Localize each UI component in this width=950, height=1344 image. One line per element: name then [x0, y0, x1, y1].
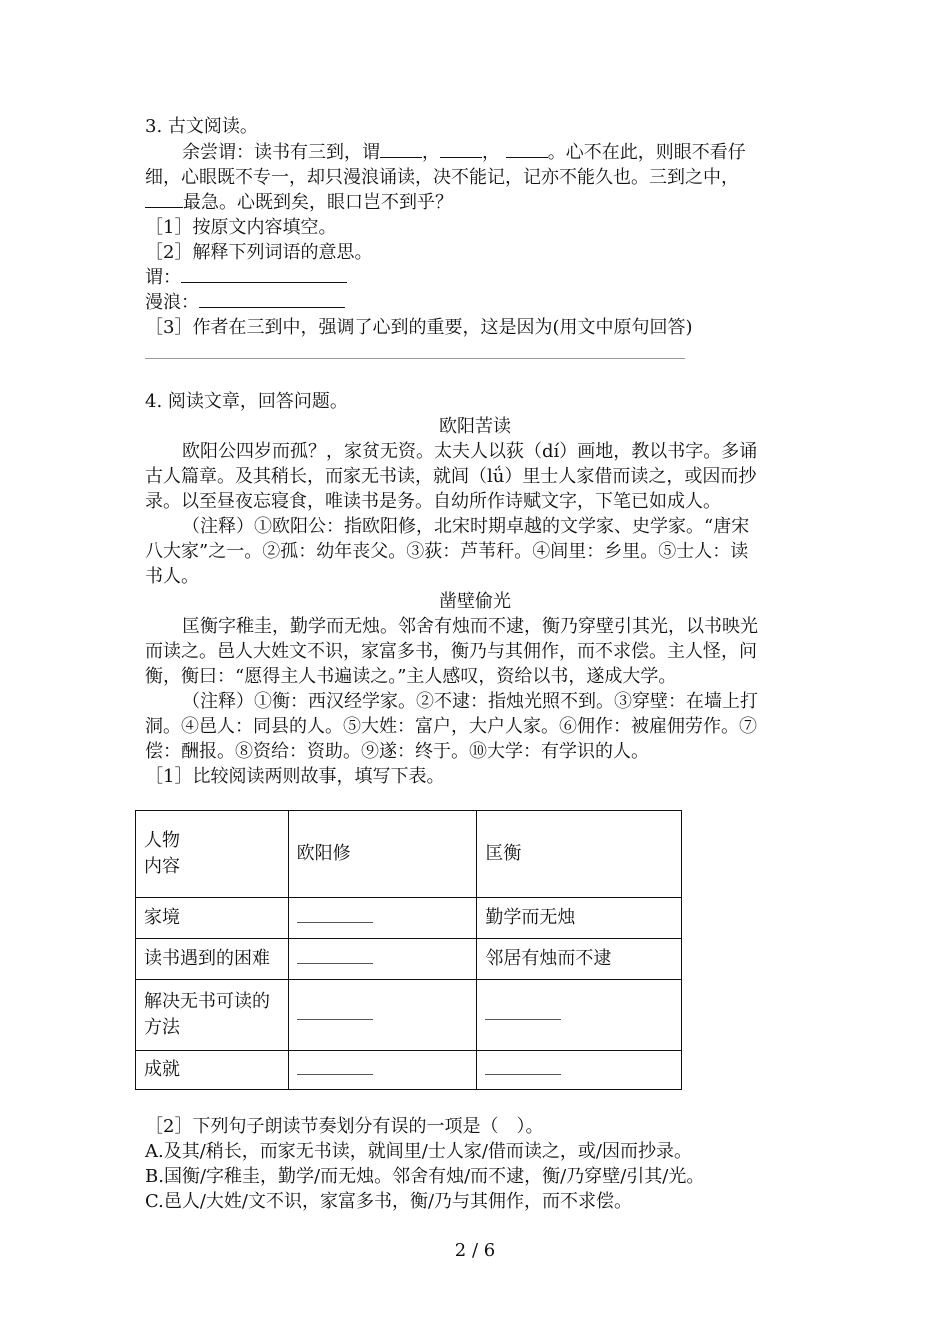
- passage-text: 。心不在此，则眼不看仔: [547, 142, 746, 163]
- option-b[interactable]: B.国衡/字稚圭，勤学/而无烛。邻舍有烛/而不逮，衡/乃穿壁/引其/光。: [145, 1166, 705, 1187]
- q4-sub-2: ［2］下列句子朗读节奏划分有误的一项是（ ）。: [145, 1116, 544, 1137]
- table-row: [136, 980, 682, 1051]
- row-label: [136, 980, 289, 1051]
- option-a[interactable]: A.及其/稍长，而家无书读，就闾里/士人家/借而读之，或/因而抄录。: [145, 1141, 692, 1162]
- answer-blank-wei[interactable]: [181, 266, 347, 283]
- table-row: [136, 1051, 682, 1090]
- story2-title: 凿壁偷光: [439, 591, 511, 612]
- story1-note-2: 八大家”之一。②孤：幼年丧父。③荻：芦苇秆。④闾里：乡里。⑤士人：读: [145, 541, 749, 562]
- page-number: 2 / 6: [454, 1240, 496, 1261]
- q3-word-2: [145, 291, 345, 315]
- answer-cell[interactable]: [288, 939, 477, 980]
- story1-line-1: 欧阳公四岁而孤？，家贫无资。太夫人以荻（dí）画地，教以书字。多诵: [182, 441, 758, 462]
- cell-blank[interactable]: [297, 1060, 373, 1075]
- story2-line-2: 而读之。邑人大姓文不识，家富多书，衡乃与其佣作，而不求偿。主人怪，问: [145, 641, 757, 662]
- row-label: 成就: [136, 1051, 289, 1090]
- comma: ，: [422, 142, 440, 163]
- story1-line-3: 录。以至昼夜忘寝食，唯读书是务。自幼所作诗赋文字，下笔已如成人。: [145, 491, 721, 512]
- header-kuangheng: 匡衡: [477, 811, 682, 898]
- story2-line-1: 匡衡字稚圭，勤学而无烛。邻舍有烛而不逮，衡乃穿壁引其光，以书映光: [182, 616, 758, 637]
- story2-note-2: 洞。④邑人：同县的人。⑤大姓：富户，大户人家。⑥佣作：被雇佣劳作。⑦: [145, 716, 757, 737]
- story2-note-3: 偿：酬报。⑧资给：资助。⑨遂：终于。⑩大学：有学识的人。: [145, 741, 649, 762]
- answer-blank-manlang[interactable]: [199, 291, 345, 308]
- fill-blank-1[interactable]: [380, 141, 422, 158]
- passage-text: 余尝谓：读书有三到，谓: [182, 142, 380, 163]
- story1-title: 欧阳苦读: [439, 416, 511, 437]
- story1-note-3: 书人。: [145, 566, 199, 587]
- answer-cell[interactable]: [288, 1051, 477, 1090]
- table-row: [136, 939, 682, 980]
- q3-passage-line-3: [145, 191, 453, 215]
- table-corner-cell: [136, 811, 289, 898]
- cell-blank[interactable]: [485, 1005, 561, 1020]
- passage-text: 最急。心既到矣，眼口岂不到乎？: [183, 192, 453, 213]
- table-header-row: [136, 811, 682, 898]
- story1-line-2: 古人篇章。及其稍长，而家无书读，就闾（lǘ）里士人家借而读之，或因而抄: [145, 466, 757, 487]
- fill-blank-2[interactable]: [440, 141, 482, 158]
- story1-note-1: （注释）①欧阳公：指欧阳修，北宋时期卓越的文学家、史学家。“唐宋: [182, 516, 750, 537]
- q3-passage-line-2: 细，心眼既不专一，却只漫浪诵读，决不能记，记亦不能久也。三到之中，: [145, 167, 739, 188]
- q4-heading: 4. 阅读文章，回答问题。: [145, 391, 348, 412]
- word-label: 漫浪：: [145, 292, 199, 313]
- cell-blank[interactable]: [297, 949, 373, 964]
- q3-sub-1: ［1］按原文内容填空。: [145, 217, 337, 238]
- table-cell: 勤学而无烛: [477, 898, 682, 939]
- q3-heading: 3. 古文阅读。: [145, 116, 258, 137]
- row-label-line: 解决无书可读的: [144, 991, 270, 1012]
- word-label: 谓：: [145, 267, 181, 288]
- comparison-table: [135, 810, 682, 1090]
- answer-cell[interactable]: [288, 980, 477, 1051]
- story2-note-1: （注释）①衡：西汉经学家。②不逮：指烛光照不到。③穿壁：在墙上打: [182, 691, 758, 712]
- q3-word-1: [145, 266, 347, 290]
- fill-blank-4[interactable]: [145, 191, 183, 208]
- corner-label-top: 人物: [144, 830, 180, 851]
- cell-blank[interactable]: [297, 1005, 373, 1020]
- cell-blank[interactable]: [485, 1060, 561, 1075]
- answer-cell[interactable]: [477, 1051, 682, 1090]
- corner-label-bottom: 内容: [144, 856, 180, 877]
- story2-line-3: 衡，衡曰：“愿得主人书遍读之。”主人感叹，资给以书，遂成大学。: [145, 666, 677, 687]
- table-row: [136, 898, 682, 939]
- q4-sub-1: ［1］比较阅读两则故事，填写下表。: [145, 766, 445, 787]
- row-label: 读书遇到的困难: [136, 939, 289, 980]
- row-label-line: 方法: [144, 1017, 180, 1038]
- answer-cell[interactable]: [288, 898, 477, 939]
- q3-passage-line-1: [182, 141, 746, 165]
- comma: ，: [482, 142, 500, 163]
- header-ouyangxiu: 欧阳修: [288, 811, 477, 898]
- answer-cell[interactable]: [477, 980, 682, 1051]
- table-cell: 邻居有烛而不逮: [477, 939, 682, 980]
- row-label: 家境: [136, 898, 289, 939]
- q3-sub-3: ［3］作者在三到中，强调了心到的重要，这是因为(用文中原句回答): [145, 317, 693, 338]
- cell-blank[interactable]: [297, 908, 373, 923]
- q3-sub-2: ［2］解释下列词语的意思。: [145, 242, 373, 263]
- answer-line[interactable]: [145, 358, 685, 359]
- option-c[interactable]: C.邑人/大姓/文不识，家富多书，衡/乃与其佣作，而不求偿。: [145, 1191, 633, 1212]
- fill-blank-3[interactable]: [506, 141, 548, 158]
